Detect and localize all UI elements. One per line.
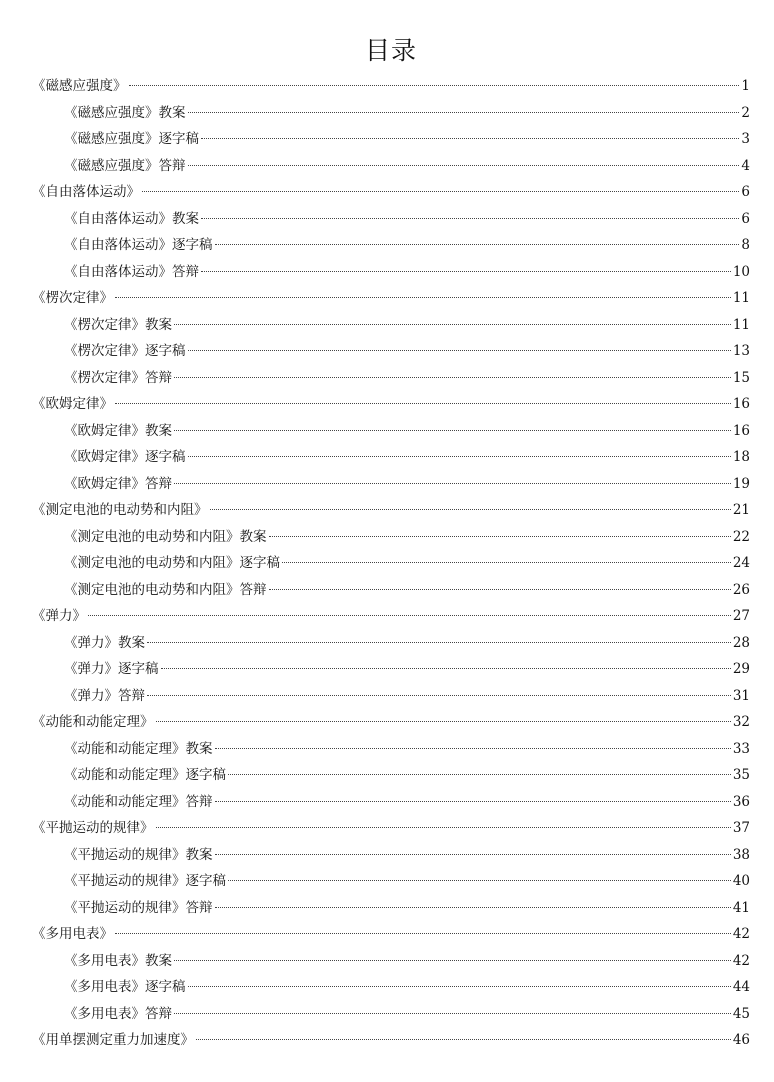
toc-page-number: 2 bbox=[741, 104, 750, 121]
toc-dot-leader bbox=[269, 536, 731, 537]
toc-entry-title: 《欧姆定律》教案 bbox=[64, 422, 172, 439]
toc-dot-leader bbox=[215, 801, 731, 802]
toc-chapter-entry[interactable] bbox=[32, 815, 750, 842]
toc-dot-leader bbox=[115, 297, 731, 298]
toc-section-entry[interactable] bbox=[32, 736, 750, 763]
toc-section-entry[interactable] bbox=[32, 444, 750, 471]
toc-page-number: 21 bbox=[732, 502, 750, 518]
toc-dot-leader bbox=[174, 377, 731, 378]
toc-page-number: 41 bbox=[732, 899, 750, 916]
toc-page-number: 10 bbox=[732, 263, 750, 280]
toc-page-number: 38 bbox=[732, 846, 750, 863]
toc-page-number: 29 bbox=[732, 661, 750, 677]
toc-section-entry[interactable] bbox=[32, 338, 750, 365]
toc-section-entry[interactable] bbox=[32, 232, 750, 259]
toc-entry-title: 《弹力》教案 bbox=[64, 634, 145, 651]
toc-entry-title: 《用单摆测定重力加速度》 bbox=[32, 1032, 194, 1048]
toc-page-number: 3 bbox=[741, 131, 750, 147]
toc-dot-leader bbox=[215, 907, 731, 908]
toc-dot-leader bbox=[174, 1013, 731, 1014]
toc-entry-title: 《楞次定律》 bbox=[32, 290, 113, 306]
toc-dot-leader bbox=[174, 483, 731, 484]
toc-page-number: 1 bbox=[741, 78, 750, 94]
toc-entry-title: 《弹力》 bbox=[32, 608, 86, 624]
toc-page-number: 16 bbox=[732, 396, 750, 412]
toc-page-number: 33 bbox=[732, 740, 750, 757]
toc-entry-title: 《磁感应强度》答辩 bbox=[64, 157, 186, 174]
toc-dot-leader bbox=[201, 271, 731, 272]
toc-section-entry[interactable] bbox=[32, 842, 750, 869]
toc-dot-leader bbox=[115, 933, 731, 934]
toc-entry-title: 《楞次定律》教案 bbox=[64, 316, 172, 333]
toc-dot-leader bbox=[210, 509, 731, 510]
toc-entry-title: 《动能和动能定理》教案 bbox=[64, 740, 213, 757]
toc-page-number: 6 bbox=[741, 210, 750, 227]
toc-page-number: 11 bbox=[732, 290, 750, 306]
toc-section-entry[interactable] bbox=[32, 683, 750, 710]
toc-section-entry[interactable] bbox=[32, 577, 750, 604]
toc-page-number: 44 bbox=[732, 979, 750, 995]
toc-entry-title: 《测定电池的电动势和内阻》 bbox=[32, 502, 208, 518]
toc-page-number: 42 bbox=[732, 926, 750, 942]
toc-dot-leader bbox=[282, 562, 731, 563]
toc-dot-leader bbox=[174, 430, 731, 431]
toc-section-entry[interactable] bbox=[32, 259, 750, 286]
toc-page-number: 32 bbox=[732, 714, 750, 730]
toc-dot-leader bbox=[228, 880, 731, 881]
toc-entry-title: 《多用电表》逐字稿 bbox=[64, 979, 186, 995]
toc-dot-leader bbox=[201, 218, 739, 219]
toc-dot-leader bbox=[188, 350, 731, 351]
toc-entry-title: 《动能和动能定理》逐字稿 bbox=[64, 767, 226, 783]
toc-page-number: 11 bbox=[732, 316, 750, 333]
toc-page-number: 27 bbox=[732, 608, 750, 624]
toc-chapter-entry[interactable] bbox=[32, 497, 750, 524]
toc-section-entry[interactable] bbox=[32, 630, 750, 657]
toc-dot-leader bbox=[269, 589, 731, 590]
toc-section-entry[interactable] bbox=[32, 126, 750, 153]
toc-section-entry[interactable] bbox=[32, 524, 750, 551]
toc-entry-title: 《欧姆定律》 bbox=[32, 396, 113, 412]
toc-entry-title: 《测定电池的电动势和内阻》答辩 bbox=[64, 581, 267, 598]
toc-entry-title: 《欧姆定律》答辩 bbox=[64, 475, 172, 492]
toc-page-number: 4 bbox=[741, 157, 750, 174]
toc-chapter-entry[interactable] bbox=[32, 921, 750, 948]
toc-entry-title: 《弹力》逐字稿 bbox=[64, 661, 159, 677]
toc-dot-leader bbox=[156, 827, 731, 828]
toc-chapter-entry[interactable] bbox=[32, 391, 750, 418]
toc-entry-title: 《自由落体运动》逐字稿 bbox=[64, 237, 213, 253]
toc-page-number: 42 bbox=[732, 952, 750, 969]
toc-page-number: 6 bbox=[741, 184, 750, 200]
toc-page-number: 18 bbox=[732, 449, 750, 465]
toc-page-number: 13 bbox=[732, 343, 750, 359]
toc-dot-leader bbox=[188, 986, 731, 987]
toc-page-number: 37 bbox=[732, 820, 750, 836]
toc-dot-leader bbox=[215, 854, 731, 855]
toc-entry-title: 《平抛运动的规律》答辩 bbox=[64, 899, 213, 916]
toc-page-number: 22 bbox=[732, 528, 750, 545]
toc-page-number: 26 bbox=[732, 581, 750, 598]
toc-dot-leader bbox=[188, 165, 740, 166]
toc-entry-title: 《测定电池的电动势和内阻》教案 bbox=[64, 528, 267, 545]
toc-dot-leader bbox=[215, 748, 731, 749]
toc-section-entry[interactable] bbox=[32, 974, 750, 1001]
toc-dot-leader bbox=[88, 615, 731, 616]
toc-chapter-entry[interactable] bbox=[32, 285, 750, 312]
toc-page-number: 31 bbox=[732, 687, 750, 704]
toc-page-number: 28 bbox=[732, 634, 750, 651]
toc-section-entry[interactable] bbox=[32, 312, 750, 339]
toc-entry-title: 《自由落体运动》 bbox=[32, 184, 140, 200]
toc-entry-title: 《欧姆定律》逐字稿 bbox=[64, 449, 186, 465]
toc-entry-title: 《多用电表》教案 bbox=[64, 952, 172, 969]
toc-entry-title: 《多用电表》答辩 bbox=[64, 1005, 172, 1022]
toc-page-number: 40 bbox=[732, 873, 750, 889]
page-title: 目录 bbox=[364, 36, 417, 65]
toc-entry-title: 《自由落体运动》答辩 bbox=[64, 263, 199, 280]
toc-chapter-entry[interactable] bbox=[32, 1027, 750, 1054]
toc-section-entry[interactable] bbox=[32, 206, 750, 233]
toc-dot-leader bbox=[174, 960, 731, 961]
toc-section-entry[interactable] bbox=[32, 762, 750, 789]
toc-dot-leader bbox=[156, 721, 731, 722]
toc-chapter-entry[interactable] bbox=[32, 603, 750, 630]
toc-dot-leader bbox=[174, 324, 731, 325]
toc-entry-title: 《平抛运动的规律》 bbox=[32, 820, 154, 836]
toc-section-entry[interactable] bbox=[32, 418, 750, 445]
toc-dot-leader bbox=[161, 668, 731, 669]
toc-entry-title: 《磁感应强度》逐字稿 bbox=[64, 131, 199, 147]
toc-page-number: 15 bbox=[732, 369, 750, 386]
toc-entry-title: 《自由落体运动》教案 bbox=[64, 210, 199, 227]
toc-page-number: 19 bbox=[732, 475, 750, 492]
toc-dot-leader bbox=[215, 244, 740, 245]
toc-entry-title: 《弹力》答辩 bbox=[64, 687, 145, 704]
toc-entry-title: 《磁感应强度》 bbox=[32, 78, 127, 94]
toc-page-number: 46 bbox=[732, 1032, 750, 1048]
toc-entry-title: 《测定电池的电动势和内阻》逐字稿 bbox=[64, 555, 280, 571]
toc-dot-leader bbox=[196, 1039, 731, 1040]
toc-page-number: 24 bbox=[732, 555, 750, 571]
toc-chapter-entry[interactable] bbox=[32, 73, 750, 100]
toc-entry-title: 《动能和动能定理》答辩 bbox=[64, 793, 213, 810]
toc-section-entry[interactable] bbox=[32, 948, 750, 975]
toc-dot-leader bbox=[188, 112, 740, 113]
toc-page-number: 45 bbox=[732, 1005, 750, 1022]
toc-dot-leader bbox=[201, 138, 739, 139]
toc-dot-leader bbox=[188, 456, 731, 457]
toc-section-entry[interactable] bbox=[32, 895, 750, 922]
toc-dot-leader bbox=[115, 403, 731, 404]
toc-page-number: 35 bbox=[732, 767, 750, 783]
toc-chapter-entry[interactable] bbox=[32, 709, 750, 736]
toc-entry-title: 《平抛运动的规律》逐字稿 bbox=[64, 873, 226, 889]
toc-section-entry[interactable] bbox=[32, 100, 750, 127]
toc-entry-title: 《磁感应强度》教案 bbox=[64, 104, 186, 121]
toc-section-entry[interactable] bbox=[32, 550, 750, 577]
toc-section-entry[interactable] bbox=[32, 471, 750, 498]
toc-section-entry[interactable] bbox=[32, 868, 750, 895]
toc-chapter-entry[interactable] bbox=[32, 179, 750, 206]
toc-dot-leader bbox=[129, 85, 740, 86]
toc-section-entry[interactable] bbox=[32, 365, 750, 392]
toc-page-number: 16 bbox=[732, 422, 750, 439]
toc-section-entry[interactable] bbox=[32, 656, 750, 683]
toc-section-entry[interactable] bbox=[32, 153, 750, 180]
toc-entry-title: 《动能和动能定理》 bbox=[32, 714, 154, 730]
toc-page-number: 36 bbox=[732, 793, 750, 810]
toc-entry-title: 《多用电表》 bbox=[32, 926, 113, 942]
toc-section-entry[interactable] bbox=[32, 1001, 750, 1028]
toc-section-entry[interactable] bbox=[32, 789, 750, 816]
toc-page-number: 8 bbox=[741, 237, 750, 253]
toc-dot-leader bbox=[142, 191, 739, 192]
toc-entry-title: 《平抛运动的规律》教案 bbox=[64, 846, 213, 863]
toc-dot-leader bbox=[147, 642, 731, 643]
table-of-contents bbox=[32, 73, 750, 1054]
toc-dot-leader bbox=[228, 774, 731, 775]
toc-entry-title: 《楞次定律》答辩 bbox=[64, 369, 172, 386]
toc-dot-leader bbox=[147, 695, 731, 696]
toc-entry-title: 《楞次定律》逐字稿 bbox=[64, 343, 186, 359]
